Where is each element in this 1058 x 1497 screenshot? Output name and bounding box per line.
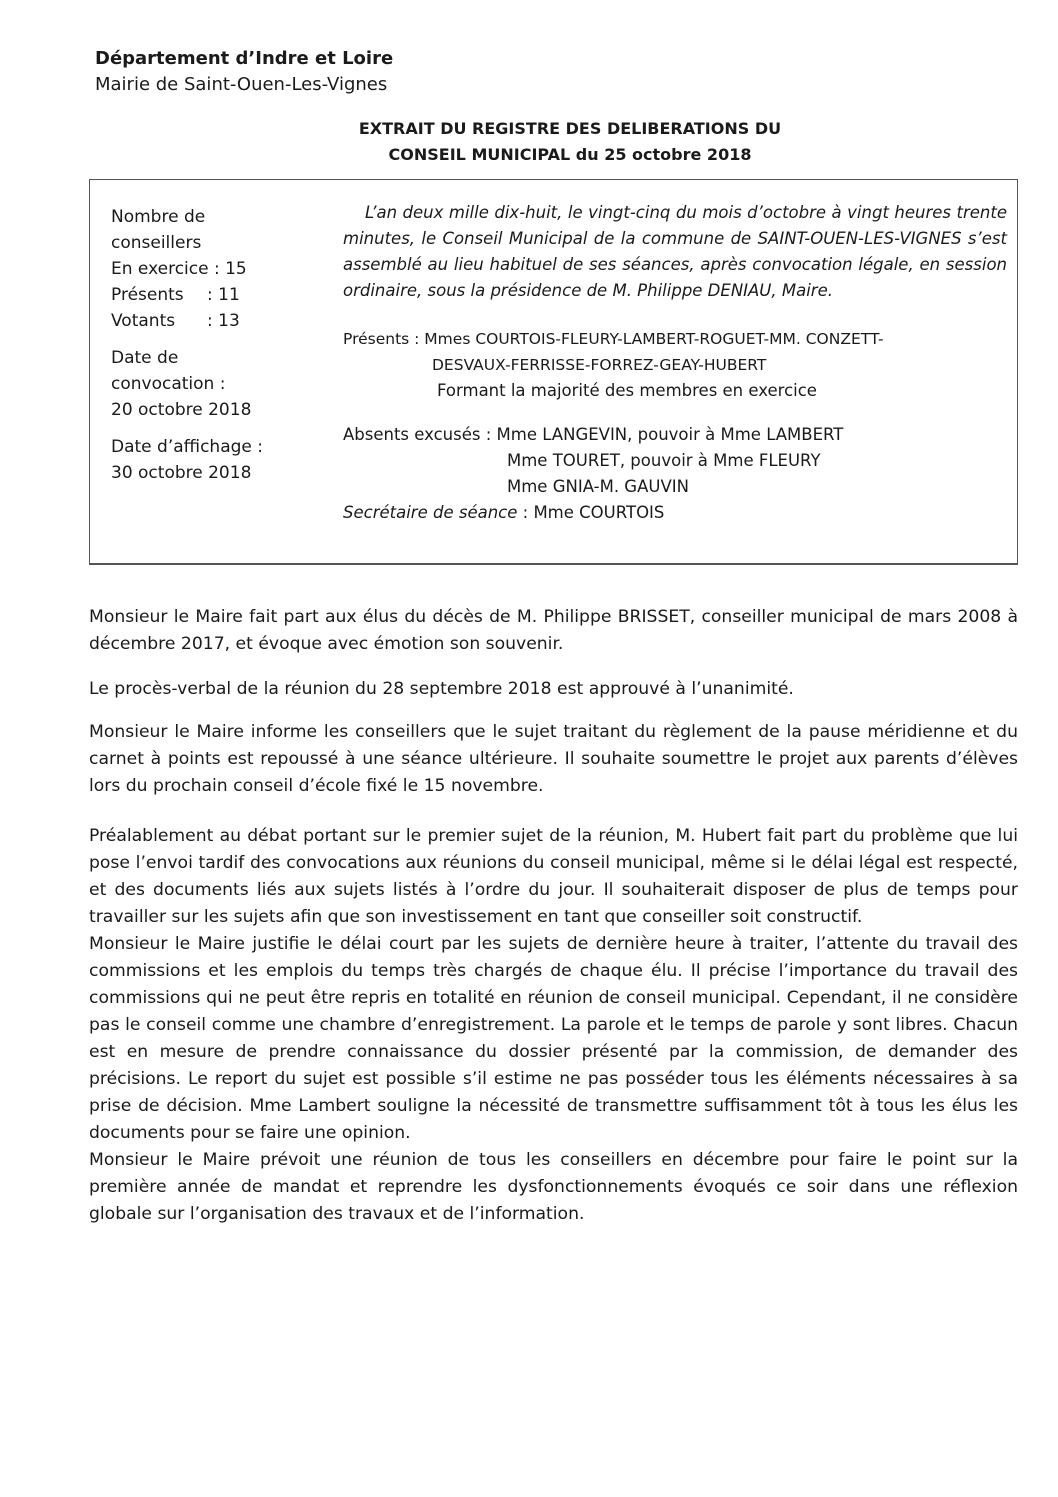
- presents-line-1: Présents : Mmes COURTOIS-FLEURY-LAMBERT-ROGUET-MM. CONZETT-: [343, 330, 884, 348]
- affichage-label: Date d’affichage :: [111, 437, 264, 457]
- nombre-label-1: Nombre de: [111, 207, 206, 227]
- absents-line-1: Absents excusés : Mme LANGEVIN, pouvoir à Mme LAMBERT: [343, 425, 844, 444]
- secretaire-label: Secrétaire de séance: [343, 503, 518, 522]
- absents-line-3: Mme GNIA-M. GAUVIN: [507, 477, 689, 496]
- paragraph-text: Monsieur le Maire informe les conseillers que le sujet traitant du règlement de la pause méridienne et du carnet à points est repoussé à une séance ultérieure. Il souhaite soumettre le projet aux parents d’élèves lors du prochain conseil d’école fixé le 15 novembre.: [89, 722, 1018, 796]
- nombre-label-2: conseillers: [111, 233, 202, 253]
- presents-label: Présents: [111, 285, 184, 305]
- convocation-label-2: convocation :: [111, 374, 226, 394]
- presents-value: : 11: [207, 285, 240, 305]
- paragraph-pause-meridienne: [89, 719, 1018, 800]
- session-intro: L’an deux mille dix-huit, le vingt-cinq du mois d’octobre à vingt heures trente minutes, le Conseil Municipal de la commune de SAINT-OUEN-LES-VIGNES s’est assemblé au lieu habituel de ses séances, après convocation légale, en session ordinaire, sous la présidence de M. Philippe DENIAU, Maire.: [343, 203, 1007, 300]
- en-exercice-value: 15: [225, 259, 247, 279]
- paragraph-text: Le procès-verbal de la réunion du 28 septembre 2018 est approuvé à l’unanimité.: [89, 679, 794, 699]
- presents-row: [111, 282, 331, 308]
- department-heading: Département d’Indre et Loire: [95, 48, 394, 69]
- mairie-heading: Mairie de Saint-Ouen-Les-Vignes: [95, 74, 388, 95]
- paragraph-deces: [89, 604, 1018, 658]
- absents-block: [343, 422, 1007, 500]
- paragraph-text: Monsieur le Maire prévoit une réunion de tous les conseillers en décembre pour faire le point sur la première année de mandat et reprendre les dysfonctionnements évoqués ce soir dans une réflexion globale sur l’organisation des travaux et de l’information.: [89, 1150, 1018, 1224]
- presents-line-3: Formant la majorité des membres en exercice: [437, 381, 817, 400]
- document-title-line2: CONSEIL MUNICIPAL du 25 octobre 2018: [388, 145, 752, 164]
- council-stats-column: [111, 204, 331, 486]
- votants-row: [111, 308, 331, 334]
- convocation-label-1: Date de: [111, 348, 179, 368]
- convocation-date: 20 octobre 2018: [111, 400, 252, 420]
- secretaire-value: : Mme COURTOIS: [517, 503, 665, 522]
- votants-value: : 13: [207, 311, 240, 331]
- session-info-box: [89, 179, 1018, 565]
- session-details-column: [343, 200, 1007, 526]
- paragraph-text: Monsieur le Maire justifie le délai court par les sujets de dernière heure à traiter, l’attente du travail des commissions et les emplois du temps très chargés de chaque élu. Il précise l’importance du travail des commissions qui ne peut être repris en totalité en réunion de conseil municipal. Cependant, il ne considère pas le conseil comme une chambre d’enregistrement. La parole et le temps de parole y sont libres. Chacun est en mesure de prendre connaissance du dossier présenté par la commission, de demander des précisions. Le report du sujet est possible s’il estime ne pas posséder tous les éléments nécessaires à sa prise de décision. Mme Lambert souligne la nécessité de transmettre suffisamment tôt à tous les élus les documents pour se faire une opinion.: [89, 934, 1018, 1143]
- presents-line-2: DESVAUX-FERRISSE-FORREZ-GEAY-HUBERT: [432, 356, 767, 374]
- en-exercice-label: En exercice :: [111, 259, 220, 279]
- affichage-date: 30 octobre 2018: [111, 463, 252, 483]
- en-exercice-row: [111, 256, 331, 282]
- document-title-line1: EXTRAIT DU REGISTRE DES DELIBERATIONS DU: [358, 119, 782, 138]
- presents-block: [343, 326, 1007, 404]
- paragraph-debat: [89, 823, 1018, 1228]
- absents-line-2: Mme TOURET, pouvoir à Mme FLEURY: [507, 451, 821, 470]
- paragraph-proces-verbal: [89, 676, 1018, 703]
- votants-label: Votants: [111, 311, 176, 331]
- paragraph-text: Monsieur le Maire fait part aux élus du décès de M. Philippe BRISSET, conseiller municipal de mars 2008 à décembre 2017, et évoque avec émotion son souvenir.: [89, 607, 1018, 654]
- paragraph-text: Préalablement au débat portant sur le premier sujet de la réunion, M. Hubert fait part du problème que lui pose l’envoi tardif des convocations aux réunions du conseil municipal, même si le délai légal est respecté, et des documents liés aux sujets listés à l’ordre du jour. Il souhaiterait disposer de plus de temps pour travailler sur les sujets afin que son investissement en tant que conseiller soit constructif.: [89, 826, 1018, 927]
- secretaire-line: [343, 500, 1007, 526]
